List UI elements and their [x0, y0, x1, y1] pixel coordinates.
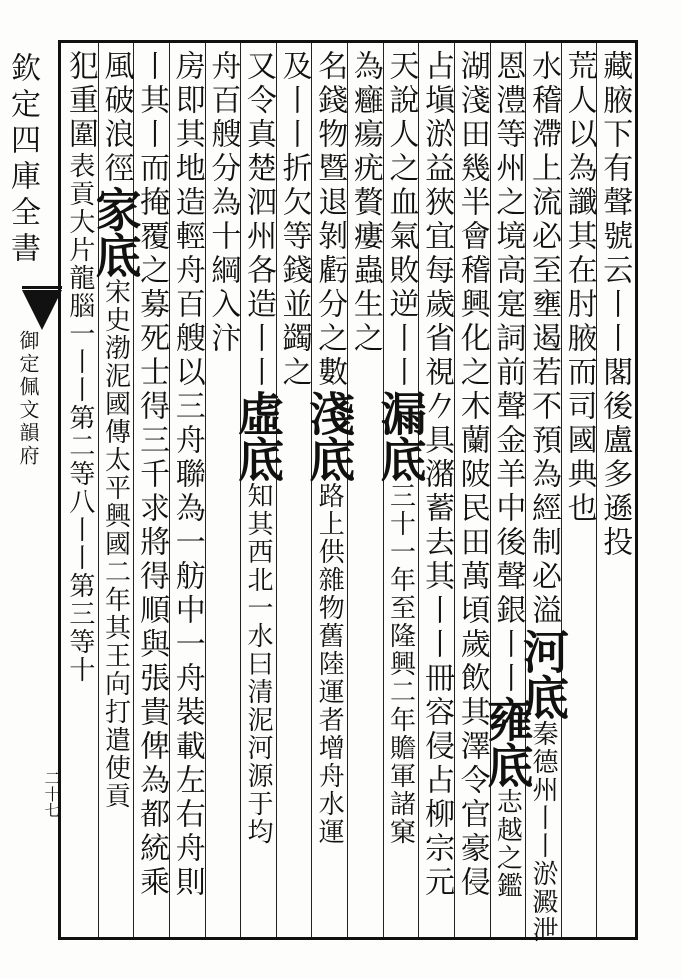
text-column	[230, 50, 285, 930]
entry-heading: 漏底	[373, 390, 428, 482]
column-main-text: 舟百艘分為十綱入汴	[205, 50, 241, 356]
text-column	[346, 50, 384, 930]
column-main-text: 占塡淤益狹宜每歲省視𠂊具潴蓄去其丨丨冊容侵占柳宗元	[419, 50, 455, 900]
text-column	[132, 50, 170, 930]
column-sub-text: 路上供雜物舊陸運者增舟水運	[314, 482, 345, 846]
column-main-text: 風破浪徑	[98, 50, 134, 186]
text-column	[61, 50, 99, 930]
column-main-text: 犯重圍	[62, 50, 98, 152]
column-main-text: 天說人之血氣敗逆丨丨	[383, 50, 419, 390]
column-main-text: 為癰瘍疣贅瘻蟲生之	[347, 50, 383, 356]
column-main-text: 荒人以為讖其在肘腋而司國典也	[561, 50, 597, 526]
page-number: 二十七	[42, 770, 61, 818]
entry-heading: 家底	[88, 186, 143, 278]
entry-heading: 河底	[515, 628, 570, 720]
text-column	[515, 50, 570, 944]
text-column	[168, 50, 206, 930]
column-main-text: 又令真楚泗州各造丨丨	[240, 50, 276, 390]
fish-tail-line	[22, 286, 62, 289]
column-main-text: 湖淺田幾半會稽興化之木蘭陂民田萬頃歲飲其澤令官豪侵	[454, 50, 490, 900]
text-column	[595, 50, 633, 930]
text-column	[203, 50, 241, 930]
column-main-text: 名錢物暨退剝虧分之數	[312, 50, 348, 390]
text-column	[302, 50, 357, 930]
margin-book-title: 御定佩文韻府	[16, 330, 40, 468]
text-column	[560, 50, 598, 930]
text-column	[480, 50, 535, 930]
margin-header: 欽定四庫全書	[5, 52, 40, 268]
entry-heading: 虛底	[230, 390, 285, 482]
column-main-text: 藏腋下有聲號云丨丨閣後盧多遜投	[597, 50, 633, 560]
column-main-text: 恩澧等州之境高寔詞前聲金羊中後聲銀丨丨	[490, 50, 526, 696]
column-main-text: 及丨丨折欠等錢並蠲之	[276, 50, 312, 390]
text-column	[275, 50, 313, 930]
column-sub-text: 表貢大片龍腦一丨丨第二等八丨丨第三等十	[64, 152, 95, 684]
entry-heading: 雍底	[480, 696, 535, 788]
column-sub-text: 志越之鑑	[492, 788, 523, 900]
fish-tail-mark	[22, 290, 62, 330]
column-main-text: 房即其地造輕舟百艘以三舟聯為一舫中一舟裝載左右舟則	[169, 50, 205, 900]
text-column	[373, 50, 428, 930]
text-column	[453, 50, 491, 930]
column-main-text: 水稽滯上流必至壅遏若不預為經制必溢	[525, 50, 561, 628]
entry-heading: 淺底	[302, 390, 357, 482]
text-column	[417, 50, 455, 930]
column-sub-text: 知其西北一水曰清泥河源于均	[242, 482, 273, 846]
column-sub-text: 三十一年至隆興二年贍軍諸窠	[385, 482, 416, 846]
column-sub-text: 秦德州丨丨淤澱泄	[527, 720, 558, 944]
text-column	[88, 50, 143, 930]
column-main-text: 丨其丨而掩覆之募死士得三千求將得順與張貴俾為都統乘	[134, 50, 170, 900]
column-sub-text: 宋史渤泥國傳太平興國二年其王向打遣使貢	[100, 278, 131, 810]
